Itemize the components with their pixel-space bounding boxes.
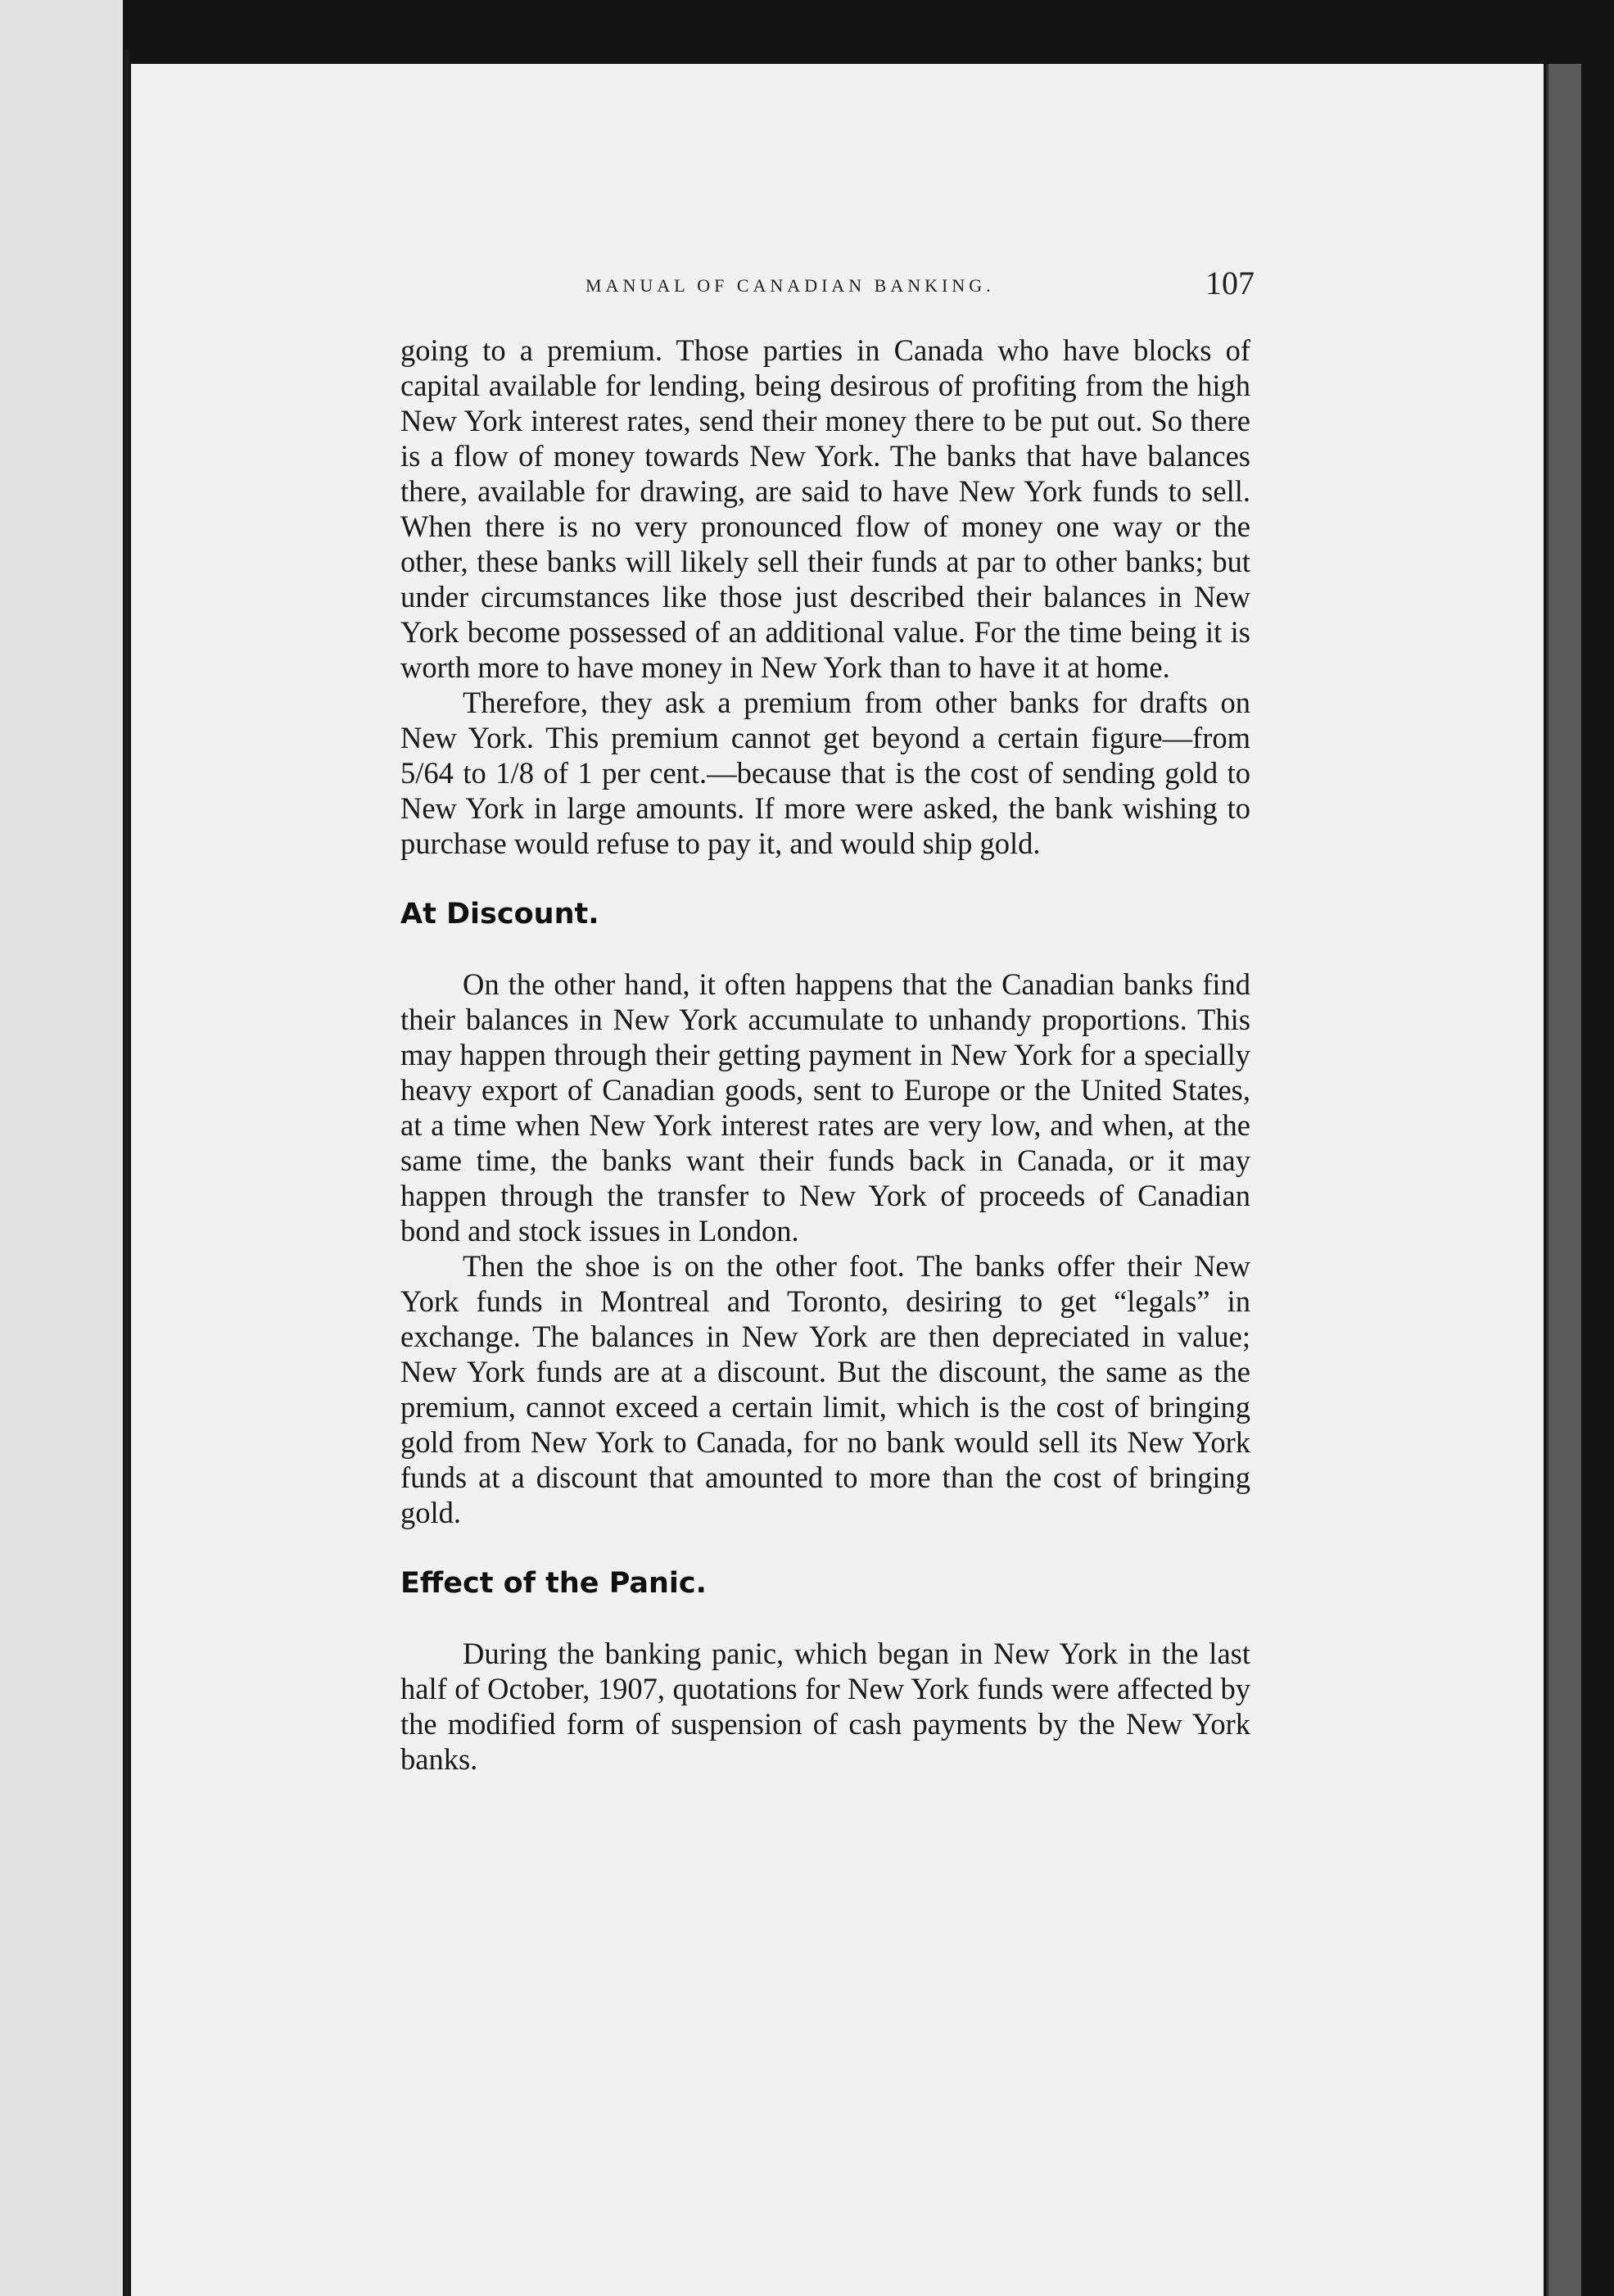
page-number: 107 [1205, 265, 1255, 301]
spacer [400, 861, 1250, 897]
paragraph-continuation: going to a premium. Those parties in Canada who have blocks of capital available for lending, being desirous of profiting from the high New York interest rates, send their money there to be put out. So there is a flow of money towards New York. The banks that have balances there, available for drawing, are said to have New York funds to sell. When there is no very pronounced flow of money one way or the other, these banks will likely sell their funds at par to other banks; but under circumstances like those just described their balances in New York become possessed of an additional value. For the time being it is worth more to have money in New York than to have it at home. [400, 333, 1250, 684]
spacer [400, 1530, 1250, 1566]
binding-edge [124, 49, 129, 2296]
left-margin-strip [0, 0, 123, 2296]
running-head: MANUAL OF CANADIAN BANKING. [585, 275, 995, 296]
section-heading-at-discount: At Discount. [400, 898, 599, 931]
section-heading-effect-of-panic: Effect of the Panic. [400, 1567, 707, 1600]
paragraph-premium: Therefore, they ask a premium from other banks for drafts on New York. This premium cannot get beyond a certain figure—from 5/64 to 1/8 of 1 per cent.—because that is the cost of sending gold to New York in large amounts. If more were asked, the bank wishing to purchase would refuse to pay it, and would ship gold. [400, 686, 1250, 860]
page-body [400, 333, 1250, 1777]
paragraph-shoe-other-foot: Then the shoe is on the other foot. The banks offer their New York funds in Montreal and Toronto, desiring to get “legals” in exchange. The balances in New York are then depreciated in value; New York funds are at a discount. But the discount, the same as the premium, cannot exceed a certain limit, which is the cost of bringing gold from New York to Canada, for no bank would sell its New York funds at a discount that amounted to more than the cost of bringing gold. [400, 1249, 1250, 1529]
spacer [400, 932, 1250, 967]
paragraph-panic: During the banking panic, which began in New York in the last half of October, 1907, quotations for New York funds were affected by the modified form of suspension of cash payments by the New York banks. [400, 1637, 1250, 1776]
page-edge-shadow [1546, 64, 1581, 2296]
spacer [400, 1601, 1250, 1636]
paragraph-discount: On the other hand, it often happens that the Canadian banks find their balances in New York accumulate to unhandy proportions. This may happen through their getting payment in New York for a specially heavy export of Canadian goods, sent to Europe or the United States, at a time when New York interest rates are very low, and when, at the same time, the banks want their funds back in Canada, or it may happen through the transfer to New York of proceeds of Canadian bond and stock issues in London. [400, 967, 1250, 1248]
